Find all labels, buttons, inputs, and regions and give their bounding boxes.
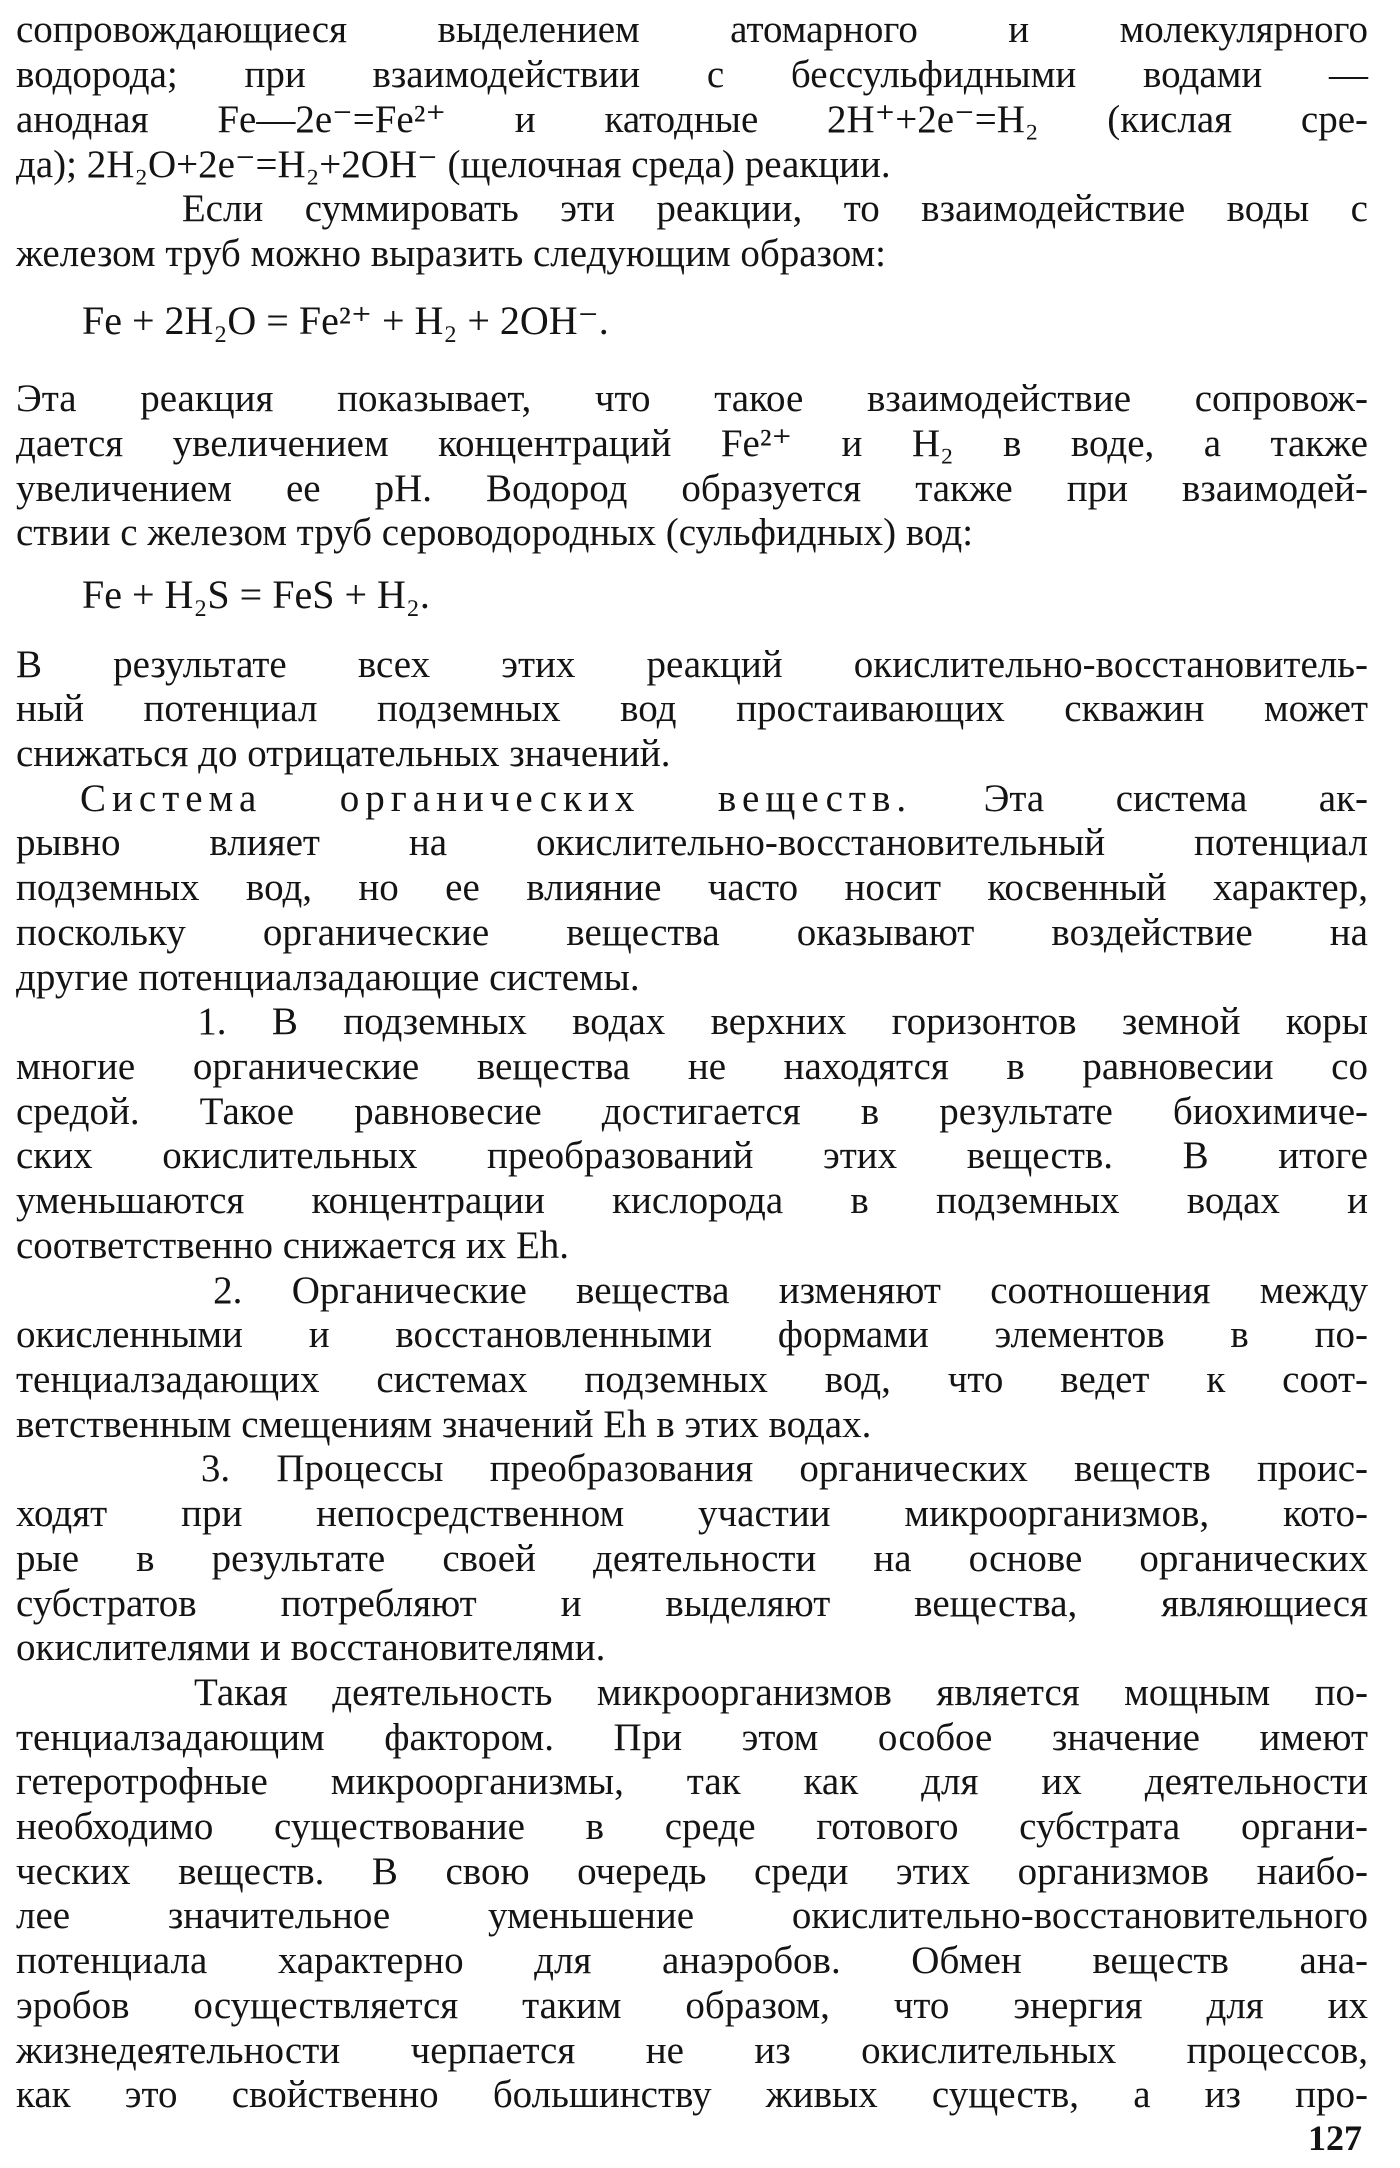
section-heading-rest: Эта система ак-	[912, 777, 1369, 820]
text-line: 3. Процессы преобразования органических веществ проис-	[16, 1447, 1368, 1490]
text-line: субстратов потребляют и выделяют вещества, являющиеся	[16, 1582, 1368, 1625]
section-heading-line	[16, 777, 1368, 821]
text-line: рые в результате своей деятельности на основе органических	[16, 1537, 1368, 1580]
text-line: ческих веществ. В свою очередь среди этих организмов наибо-	[16, 1850, 1368, 1893]
text-line: соответственно снижается их Eh.	[16, 1224, 570, 1267]
text-line: тенциалзадающим фактором. При этом особое значение имеют	[16, 1716, 1368, 1759]
text-line: Если суммировать эти реакции, то взаимодействие воды с	[16, 187, 1368, 230]
section-heading: Система органических веществ.	[80, 777, 913, 820]
text-line: лее значительное уменьшение окислительно-восстановительного	[16, 1894, 1368, 1937]
text-line: ветственным смещениям значений Eh в этих водах.	[16, 1403, 872, 1446]
text-line: как это свойственно большинству живых существ, а из про-	[16, 2073, 1368, 2116]
book-page	[16, 0, 1368, 2168]
text-line: многие органические вещества не находятся в равновесии со	[16, 1045, 1368, 1088]
text-line: снижаться до отрицательных значений.	[16, 732, 671, 775]
text-line: подземных вод, но ее влияние часто носит косвенный характер,	[16, 866, 1368, 909]
text-line: сопровождающиеся выделением атомарного и молекулярного	[16, 8, 1368, 51]
text-line: ходят при непосредственном участии микроорганизмов, кото-	[16, 1492, 1368, 1535]
text-line: 1. В подземных водах верхних горизонтов земной коры	[16, 1000, 1368, 1043]
text-line: уменьшаются концентрации кислорода в подземных водах и	[16, 1179, 1368, 1222]
text-line: рывно влияет на окислительно-восстановительный потенциал	[16, 821, 1368, 864]
text-line: другие потенциалзадающие системы.	[16, 956, 640, 999]
text-line: окисленными и восстановленными формами элементов в по-	[16, 1313, 1368, 1356]
text-line: необходимо существование в среде готового субстрата органи-	[16, 1805, 1368, 1848]
text-line: Эта реакция показывает, что такое взаимодействие сопровож-	[16, 377, 1368, 420]
text-line: Такая деятельность микроорганизмов является мощным по-	[16, 1671, 1368, 1714]
text-line: В результате всех этих реакций окислительно-восстановитель-	[16, 643, 1368, 686]
text-line: железом труб можно выразить следующим образом:	[16, 232, 886, 275]
text-line: анодная Fe—2e⁻=Fe²⁺ и катодные 2H⁺+2e⁻=H₂ (кислая сре-	[16, 98, 1368, 141]
formula-iron-water: Fe + 2H₂O = Fe²⁺ + H₂ + 2OH⁻.	[82, 298, 609, 343]
text-line: жизнедеятельности черпается не из окислительных процессов,	[16, 2029, 1368, 2072]
text-line: эробов осуществляется таким образом, что энергия для их	[16, 1984, 1368, 2027]
text-line: поскольку органические вещества оказывают воздействие на	[16, 911, 1368, 954]
text-line: да); 2H₂O+2e⁻=H₂+2OH⁻ (щелочная среда) реакции.	[16, 143, 891, 186]
text-line: увеличением ее pH. Водород образуется также при взаимодей-	[16, 467, 1368, 510]
text-line: средой. Такое равновесие достигается в результате биохимиче-	[16, 1090, 1368, 1133]
formula-iron-sulfide: Fe + H₂S = FeS + H₂.	[82, 572, 430, 617]
text-line: 2. Органические вещества изменяют соотношения между	[16, 1269, 1368, 1312]
text-line: ствии с железом труб сероводородных (сульфидных) вод:	[16, 511, 974, 554]
text-line: потенциала характерно для анаэробов. Обмен веществ ана-	[16, 1939, 1368, 1982]
text-line: тенциалзадающих системах подземных вод, что ведет к соот-	[16, 1358, 1368, 1401]
page-number: 127	[1308, 2118, 1362, 2158]
text-line: ный потенциал подземных вод простаивающих скважин может	[16, 687, 1368, 730]
text-line: дается увеличением концентраций Fe²⁺ и H₂ в воде, а также	[16, 422, 1368, 465]
text-line: гетеротрофные микроорганизмы, так как для их деятельности	[16, 1760, 1368, 1803]
text-line: водорода; при взаимодействии с бессульфидными водами —	[16, 53, 1368, 96]
text-line: ских окислительных преобразований этих веществ. В итоге	[16, 1134, 1368, 1177]
text-line: окислителями и восстановителями.	[16, 1626, 606, 1669]
